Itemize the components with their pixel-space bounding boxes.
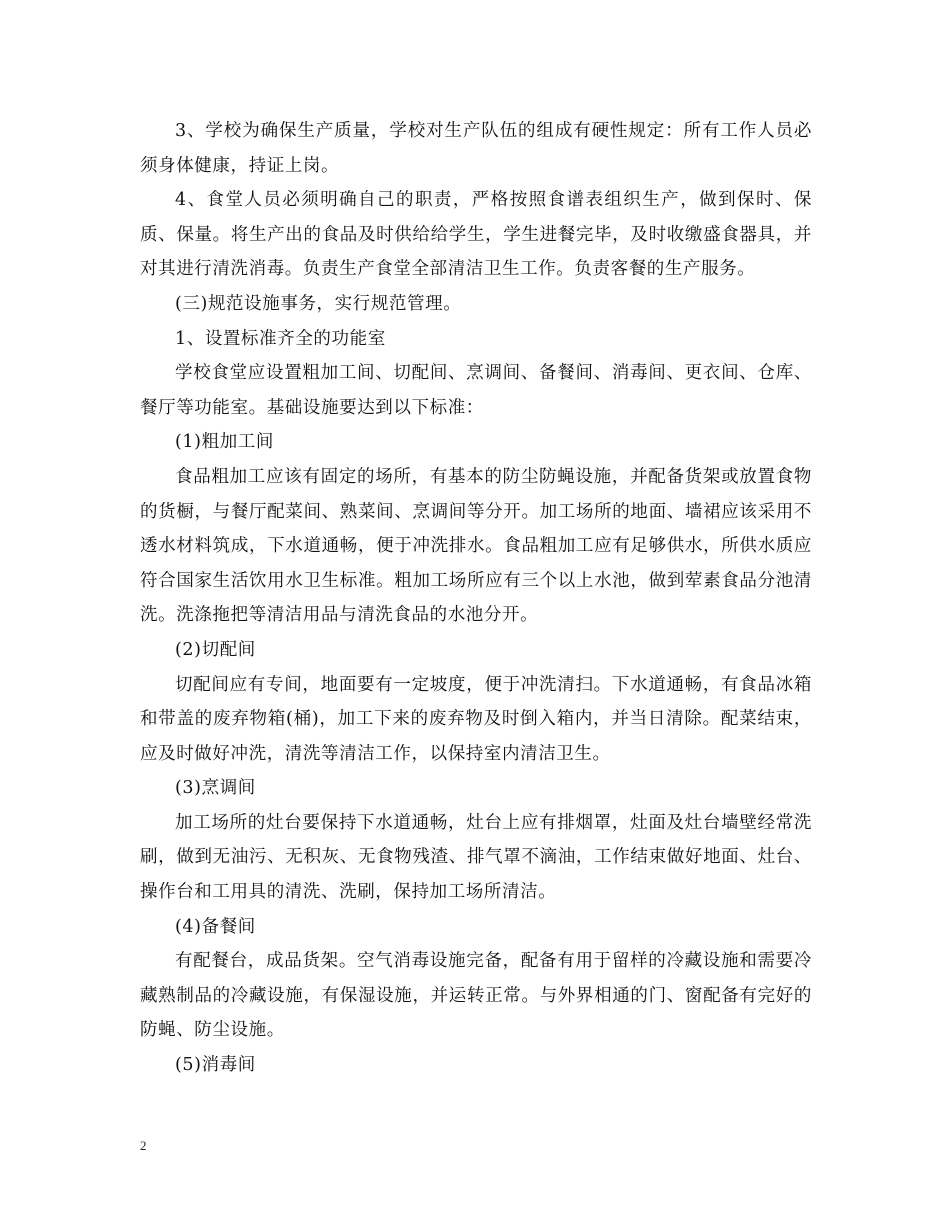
paragraph-staff-health: 3、学校为确保生产质量，学校对生产队伍的组成有硬性规定：所有工作人员必须身体健康，持证上岗。 [140, 121, 812, 176]
paragraph-rough-processing: 食品粗加工应该有固定的场所，有基本的防尘防蝇设施，并配备货架或放置食物的货橱，与餐厅配菜间、熟菜间、烹调间等分开。加工场所的地面、墙裙应该采用不透水材料筑成，下水道通畅，便于冲洗排水。食品粗加工应有足够供水，所供水质应符合国家生活饮用水卫生标准。粗加工场所应有三个以上水池，做到荤素食品分池清洗。洗涤拖把等清洁用品与清洗食品的水池分开。 [140, 466, 812, 626]
paragraph-cutting-room: 切配间应有专间，地面要有一定坡度，便于冲洗清扫。下水道通畅，有食品冰箱和带盖的废弃物箱(桶)，加工下来的废弃物及时倒入箱内，并当日清除。配菜结束，应及时做好冲洗，清洗等清洁工作，以保持室内清洁卫生。 [140, 674, 812, 764]
paragraph-function-rooms: 学校食堂应设置粗加工间、切配间、烹调间、备餐间、消毒间、更衣间、仓库、餐厅等功能室。基础设施要达到以下标准： [140, 363, 812, 418]
section-heading-facilities: (三)规范设施事务，实行规范管理。 [175, 293, 462, 314]
document-body [140, 114, 812, 1083]
subheading-rough-processing: (1)粗加工间 [175, 432, 274, 453]
paragraph-serving-room: 有配餐台，成品货架。空气消毒设施完备，配备有用于留样的冷藏设施和需要冷藏熟制品的冷藏设施，有保湿设施，并运转正常。与外界相通的门、窗配备有完好的防蝇、防尘设施。 [140, 951, 812, 1041]
paragraph-cooking-room: 加工场所的灶台要保持下水道通畅，灶台上应有排烟罩，灶面及灶台墙壁经常洗刷，做到无油污、无积灰、无食物残渣、排气罩不滴油，工作结束做好地面、灶台、操作台和工用具的清洗、洗刷，保持加工场所清洁。 [140, 812, 812, 903]
subheading-serving-room: (4)备餐间 [175, 916, 256, 937]
page-number: 2 [140, 1138, 147, 1153]
subheading-cutting-room: (2)切配间 [175, 639, 256, 660]
subheading-function-rooms: 1、设置标准齐全的功能室 [175, 328, 386, 349]
subheading-disinfection-room: (5)消毒间 [175, 1055, 256, 1076]
paragraph-staff-duties: 4、食堂人员必须明确自己的职责，严格按照食谱表组织生产，做到保时、保质、保量。将生产出的食品及时供给给学生，学生进餐完毕，及时收缴盛食器具，并对其进行清洗消毒。负责生产食堂全部清洁卫生工作。负责客餐的生产服务。 [140, 190, 812, 280]
subheading-cooking-room: (3)烹调间 [175, 778, 256, 799]
